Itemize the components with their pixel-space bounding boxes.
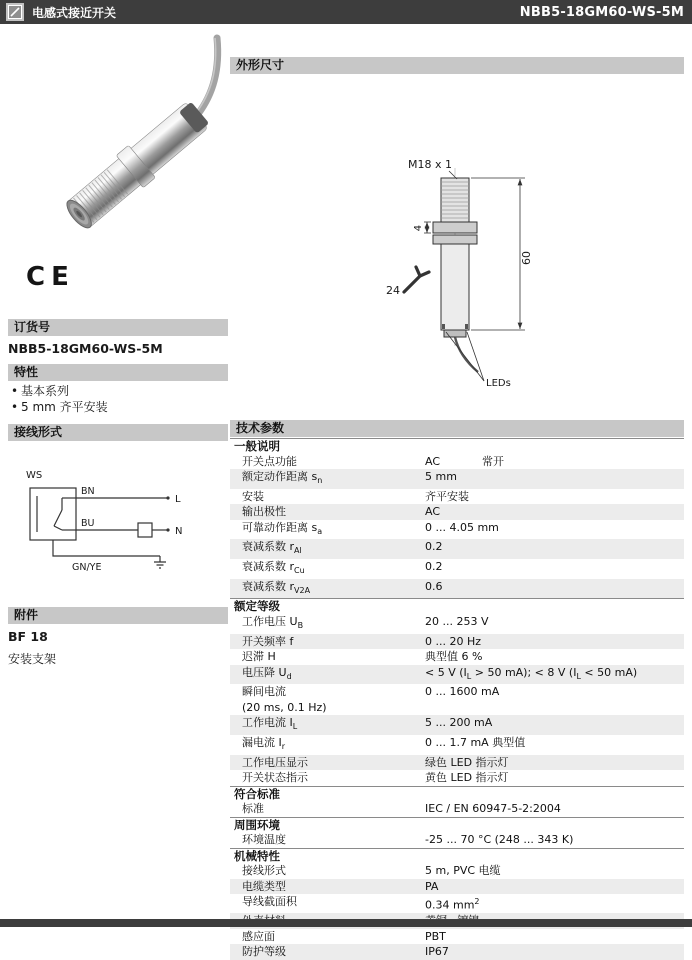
tech-row-value: -25 ... 70 °C (248 ... 343 K) bbox=[425, 833, 574, 847]
ce-mark: CE bbox=[26, 262, 75, 292]
section-bar-tech-data bbox=[230, 420, 684, 437]
wrench-icon bbox=[404, 267, 429, 292]
tech-row bbox=[230, 894, 684, 913]
wire-bu-label: BU bbox=[81, 518, 95, 529]
product-photo bbox=[8, 36, 228, 262]
section-bar-order-number bbox=[8, 319, 228, 336]
order-number-title: 订货号 bbox=[14, 320, 51, 334]
feature-item: • 5 mm 齐平安装 bbox=[8, 399, 228, 415]
tech-row-value: 0.2 bbox=[425, 560, 443, 574]
tech-row-value: 0 ... 1600 mA bbox=[425, 685, 500, 699]
tech-row-value2: 常开 bbox=[482, 454, 505, 468]
tech-row-label: 衰减系数 $r_{Cu}$ bbox=[242, 560, 305, 576]
tech-row bbox=[230, 579, 684, 599]
accessory-model: BF 18 bbox=[8, 629, 48, 644]
section-bar-accessories bbox=[8, 607, 228, 624]
tech-row bbox=[230, 944, 684, 960]
features-title: 特性 bbox=[14, 365, 39, 379]
tech-row-value: AC bbox=[425, 505, 441, 519]
section-bar-dimensions bbox=[230, 57, 684, 74]
tech-row-value: 绿色 LED 指示灯 bbox=[425, 755, 509, 769]
tech-row-label: 迟滞 H bbox=[242, 650, 276, 664]
tech-row-label: 工作电流 $I_L$ bbox=[242, 716, 298, 732]
tech-row-label: 衰减系数 $r_{V2A}$ bbox=[242, 579, 311, 595]
tech-row bbox=[230, 929, 684, 945]
tech-row-label: 电缆类型 bbox=[242, 879, 286, 893]
tech-row-value: PBT bbox=[425, 929, 446, 943]
dimensions-title: 外形尺寸 bbox=[236, 58, 285, 72]
sensor-barrel bbox=[60, 96, 213, 234]
feature-item: • 基本系列 bbox=[8, 383, 228, 399]
tech-row-value: 0 ... 1.7 mA 典型值 bbox=[425, 736, 526, 749]
tech-row-value: < 5 V ($I_L > 50$ mA); < 8 V ($I_L < 50$ mA) bbox=[425, 665, 638, 681]
sensor-symbol-box bbox=[30, 488, 76, 540]
terminal-l-label: L bbox=[175, 494, 181, 505]
tech-row-value: IEC / EN 60947-5-2:2004 bbox=[425, 802, 561, 816]
tech-row bbox=[230, 755, 684, 771]
dimension-drawing bbox=[230, 78, 684, 416]
tech-row-value: PA bbox=[425, 879, 439, 893]
connection-title: 接线形式 bbox=[14, 425, 63, 439]
features-list bbox=[8, 383, 228, 415]
dim-60-label: 60 bbox=[520, 251, 533, 265]
tech-row bbox=[230, 863, 684, 879]
tech-row-label: 电压降 $U_d$ bbox=[242, 665, 292, 681]
model-number-header: NBB5-18GM60-WS-5M bbox=[519, 4, 684, 20]
tech-row-value: 20 ... 253 V bbox=[425, 614, 489, 628]
tech-row-label: 漏电流 $I_r$ bbox=[242, 736, 286, 752]
tech-row bbox=[230, 469, 684, 489]
leds-label: LEDs bbox=[486, 378, 511, 389]
tech-row bbox=[230, 454, 684, 470]
tech-row bbox=[230, 649, 684, 665]
tech-row bbox=[230, 665, 684, 685]
tech-row-label: 防护等级 bbox=[242, 945, 286, 959]
tech-row-label: 感应面 bbox=[242, 929, 275, 943]
tech-row bbox=[230, 634, 684, 650]
terminal-n-label: N bbox=[175, 526, 183, 537]
tech-row-label: 标准 bbox=[242, 802, 264, 816]
tech-row bbox=[230, 489, 684, 505]
tech-row-label: 衰减系数 $r_{Al}$ bbox=[242, 540, 302, 556]
wire-gnye-label: GN/YE bbox=[72, 562, 102, 573]
tech-row bbox=[230, 770, 684, 786]
order-number-value: NBB5-18GM60-WS-5M bbox=[8, 341, 163, 356]
tech-row-value: 黄色 LED 指示灯 bbox=[425, 771, 509, 785]
wiring-lines bbox=[53, 498, 168, 568]
tech-row-value: AC 常开 bbox=[425, 454, 505, 468]
tech-table bbox=[230, 438, 684, 960]
footer-bar bbox=[0, 919, 692, 927]
tech-row-value: IP67 bbox=[425, 945, 449, 959]
tech-row-value: 齐平安装 bbox=[425, 489, 469, 503]
tech-row bbox=[230, 879, 684, 895]
section-bar-features bbox=[8, 364, 228, 381]
tech-row bbox=[230, 504, 684, 520]
top-header-bar bbox=[0, 0, 692, 24]
sensor-outline bbox=[433, 178, 478, 372]
tech-row bbox=[230, 735, 684, 755]
tech-row-label: 输出极性 bbox=[242, 505, 286, 519]
tech-group-header: 符合标准 bbox=[230, 786, 684, 802]
tech-row-label: 工作电压 $U_B$ bbox=[242, 614, 304, 631]
tech-row bbox=[230, 520, 684, 540]
dimension-lines bbox=[424, 171, 525, 381]
tech-row-label: 可靠动作距离 $s_a$ bbox=[242, 520, 323, 536]
tech-group-header: 机械特性 bbox=[230, 848, 684, 864]
section-bar-connection bbox=[8, 424, 228, 441]
tech-row bbox=[230, 614, 684, 634]
tech-row-label: 瞬间电流 (20 ms, 0.1 Hz) bbox=[242, 685, 327, 714]
wire-type-label: WS bbox=[26, 470, 43, 481]
tech-row-label: 导线截面积 bbox=[242, 895, 297, 909]
tech-row-label: 安装 bbox=[242, 489, 264, 503]
tech-row-value: 0 ... 4.05 mm bbox=[425, 520, 499, 534]
tech-group-header: 额定等级 bbox=[230, 598, 684, 614]
tech-row bbox=[230, 832, 684, 848]
tech-row-value: 0 ... 20 Hz bbox=[425, 634, 482, 648]
tech-row-value: 5 mm bbox=[425, 470, 457, 483]
tech-row-value: 5 m, PVC 电缆 bbox=[425, 864, 501, 878]
tech-row-value: 0.6 bbox=[425, 579, 443, 593]
tech-row bbox=[230, 684, 684, 715]
tech-row-label: 工作电压显示 bbox=[242, 755, 308, 769]
tech-row-value: 0.34 $mm^2$ bbox=[425, 897, 480, 912]
inductive-sensor-icon bbox=[6, 3, 24, 21]
tech-row-value: 0.2 bbox=[425, 540, 443, 554]
tech-data-title: 技术参数 bbox=[236, 421, 285, 435]
thread-spec-label: M18 x 1 bbox=[408, 158, 452, 171]
wiring-diagram bbox=[10, 452, 220, 592]
tech-row-label: 开关频率 f bbox=[242, 634, 294, 648]
dim-4-label: 4 bbox=[413, 224, 424, 232]
tech-row bbox=[230, 559, 684, 579]
tech-row bbox=[230, 715, 684, 735]
product-family-title: 电感式接近开关 bbox=[32, 5, 117, 20]
tech-row bbox=[230, 801, 684, 817]
tech-row-label: 接线形式 bbox=[242, 864, 286, 878]
tech-row-value: 典型值 6 % bbox=[425, 650, 483, 664]
accessories-title: 附件 bbox=[14, 608, 39, 622]
tech-row-label: 开关状态指示 bbox=[242, 771, 308, 785]
accessory-description: 安装支架 bbox=[8, 652, 57, 666]
tech-row-label: 环境温度 bbox=[242, 833, 286, 847]
tech-row-value: 5 ... 200 mA bbox=[425, 716, 493, 730]
dim-24-label: 24 bbox=[386, 284, 400, 297]
tech-row-label: 开关点功能 bbox=[242, 454, 297, 468]
tech-group-header: 一般说明 bbox=[230, 438, 684, 454]
tech-row bbox=[230, 539, 684, 559]
wire-bn-label: BN bbox=[81, 486, 95, 497]
tech-row-label: 额定动作距离 $s_n$ bbox=[242, 470, 323, 486]
sensor-cable bbox=[198, 38, 218, 114]
tech-group-header: 周围环境 bbox=[230, 817, 684, 833]
